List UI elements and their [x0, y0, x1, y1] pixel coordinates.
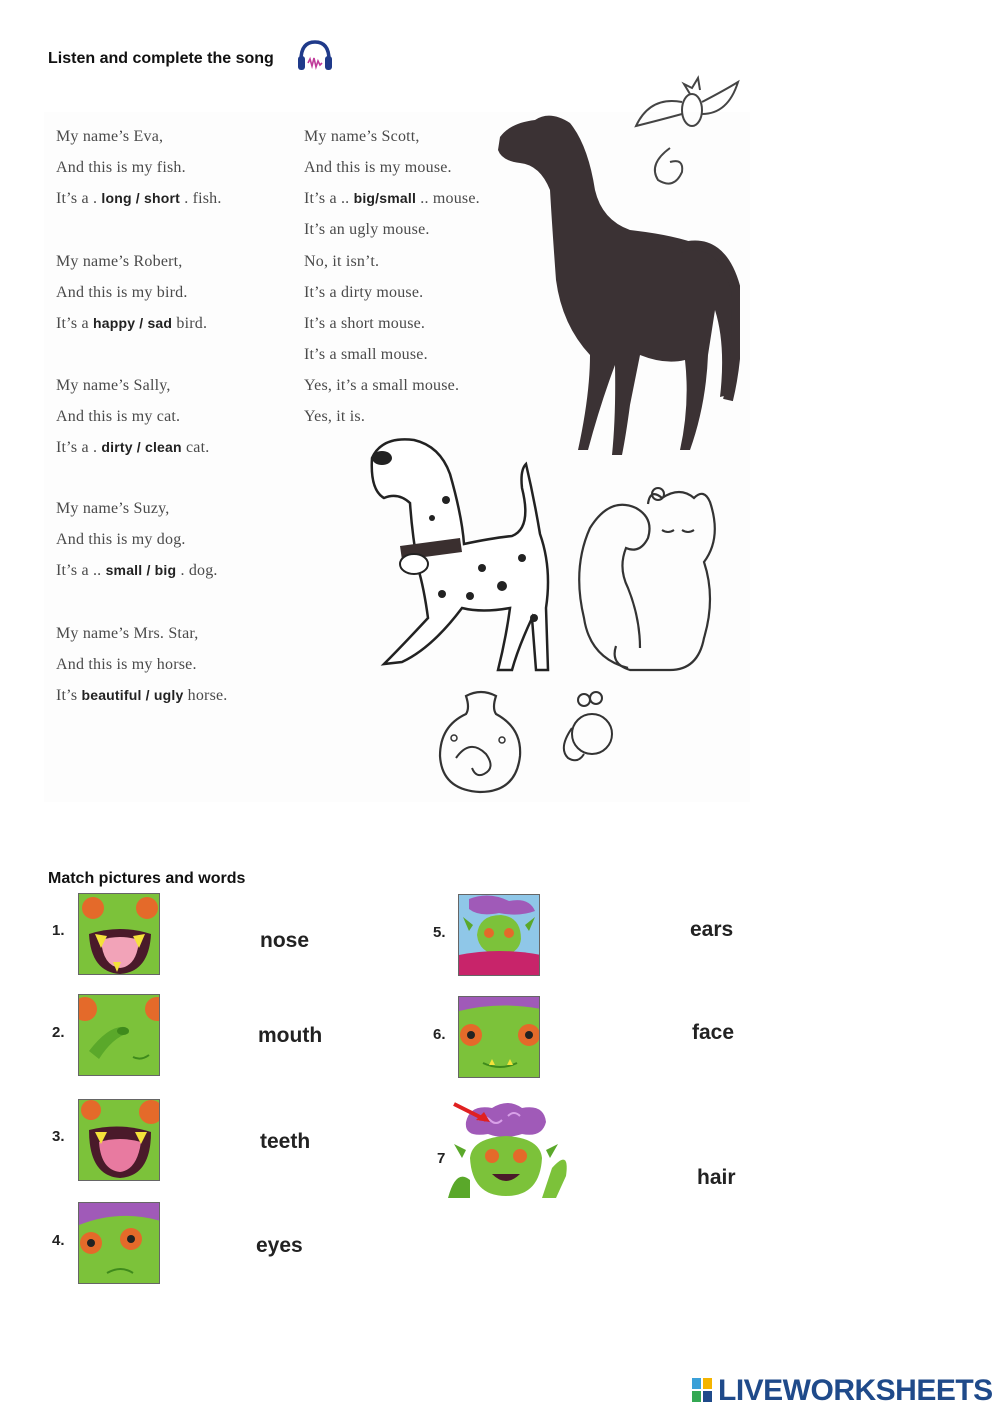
song-line: And this is my horse. — [56, 656, 197, 673]
match-word-nose[interactable]: nose — [260, 929, 310, 952]
song-line: No, it isn’t. — [304, 253, 380, 270]
song-line: It’s an ugly mouse. — [304, 221, 430, 238]
match-word-teeth[interactable]: teeth — [260, 1130, 311, 1153]
match-word-face[interactable]: face — [692, 1021, 735, 1044]
song-line: My name’s Eva, — [56, 128, 164, 145]
monster-nose-picture[interactable] — [78, 994, 160, 1076]
liveworksheets-brand[interactable]: LIVEWORKSHEETS — [718, 1374, 993, 1407]
song-line: Yes, it’s a small mouse. — [304, 377, 460, 394]
song-blank-line: It’s a .. small / big . dog. — [56, 562, 218, 579]
song-line: And this is my mouse. — [304, 159, 452, 176]
match-word-ears[interactable]: ears — [690, 918, 734, 941]
option-dirty-clean[interactable]: dirty / clean — [101, 439, 182, 455]
song-line: My name’s Mrs. Star, — [56, 625, 199, 642]
song-line: And this is my dog. — [56, 531, 186, 548]
mouse-illustration — [554, 688, 620, 764]
match-word-eyes[interactable]: eyes — [256, 1234, 303, 1257]
headphones-icon[interactable] — [296, 38, 334, 72]
fish-bowl-illustration — [436, 688, 526, 798]
song-line: It’s a small mouse. — [304, 346, 428, 363]
song-line: And this is my cat. — [56, 408, 181, 425]
item-number: 5. — [433, 924, 446, 941]
song-blank-line: It’s a . dirty / clean cat. — [56, 439, 210, 456]
song-line: It’s a short mouse. — [304, 315, 426, 332]
monster-face-picture[interactable] — [458, 996, 540, 1078]
match-word-mouth[interactable]: mouth — [258, 1024, 323, 1047]
option-small-big[interactable]: small / big — [105, 562, 177, 578]
song-line: It’s a dirty mouse. — [304, 284, 424, 301]
section-title-match: Match pictures and words — [48, 870, 246, 887]
song-blank-line: It’s a happy / sad bird. — [56, 315, 208, 332]
item-number: 2. — [52, 1024, 65, 1041]
option-beautiful-ugly[interactable]: beautiful / ugly — [81, 687, 184, 703]
monster-hair-picture[interactable] — [448, 1098, 572, 1198]
item-number: 3. — [52, 1128, 65, 1145]
option-happy-sad[interactable]: happy / sad — [92, 315, 173, 331]
liveworksheets-logo-icon — [692, 1378, 712, 1402]
song-line: My name’s Scott, — [304, 128, 420, 145]
cat-illustration — [570, 478, 748, 678]
monster-eyes-picture[interactable] — [78, 1202, 160, 1284]
song-blank-line: It’s a . long / short . fish. — [56, 190, 222, 207]
option-big-small[interactable]: big/small — [353, 190, 417, 206]
song-line: Yes, it is. — [304, 408, 366, 425]
item-number: 6. — [433, 1026, 446, 1043]
bird-illustration — [630, 68, 742, 190]
section-title-song: Listen and complete the song — [48, 50, 274, 67]
monster-mouth-picture[interactable] — [78, 1099, 160, 1181]
dalmatian-dog-illustration — [362, 418, 558, 680]
song-line: My name’s Sally, — [56, 377, 171, 394]
song-line: My name’s Robert, — [56, 253, 183, 270]
item-number: 7 — [437, 1150, 446, 1167]
song-line: And this is my bird. — [56, 284, 188, 301]
song-line: My name’s Suzy, — [56, 500, 170, 517]
monster-teeth-picture[interactable] — [78, 893, 160, 975]
item-number: 4. — [52, 1232, 65, 1249]
song-blank-line: It’s beautiful / ugly horse. — [56, 687, 228, 704]
song-line: And this is my fish. — [56, 159, 186, 176]
monster-ears-picture[interactable] — [458, 894, 540, 976]
item-number: 1. — [52, 922, 65, 939]
option-long-short[interactable]: long / short — [101, 190, 180, 206]
song-blank-line: It’s a .. big/small .. mouse. — [304, 190, 480, 207]
match-word-hair[interactable]: hair — [697, 1166, 736, 1189]
